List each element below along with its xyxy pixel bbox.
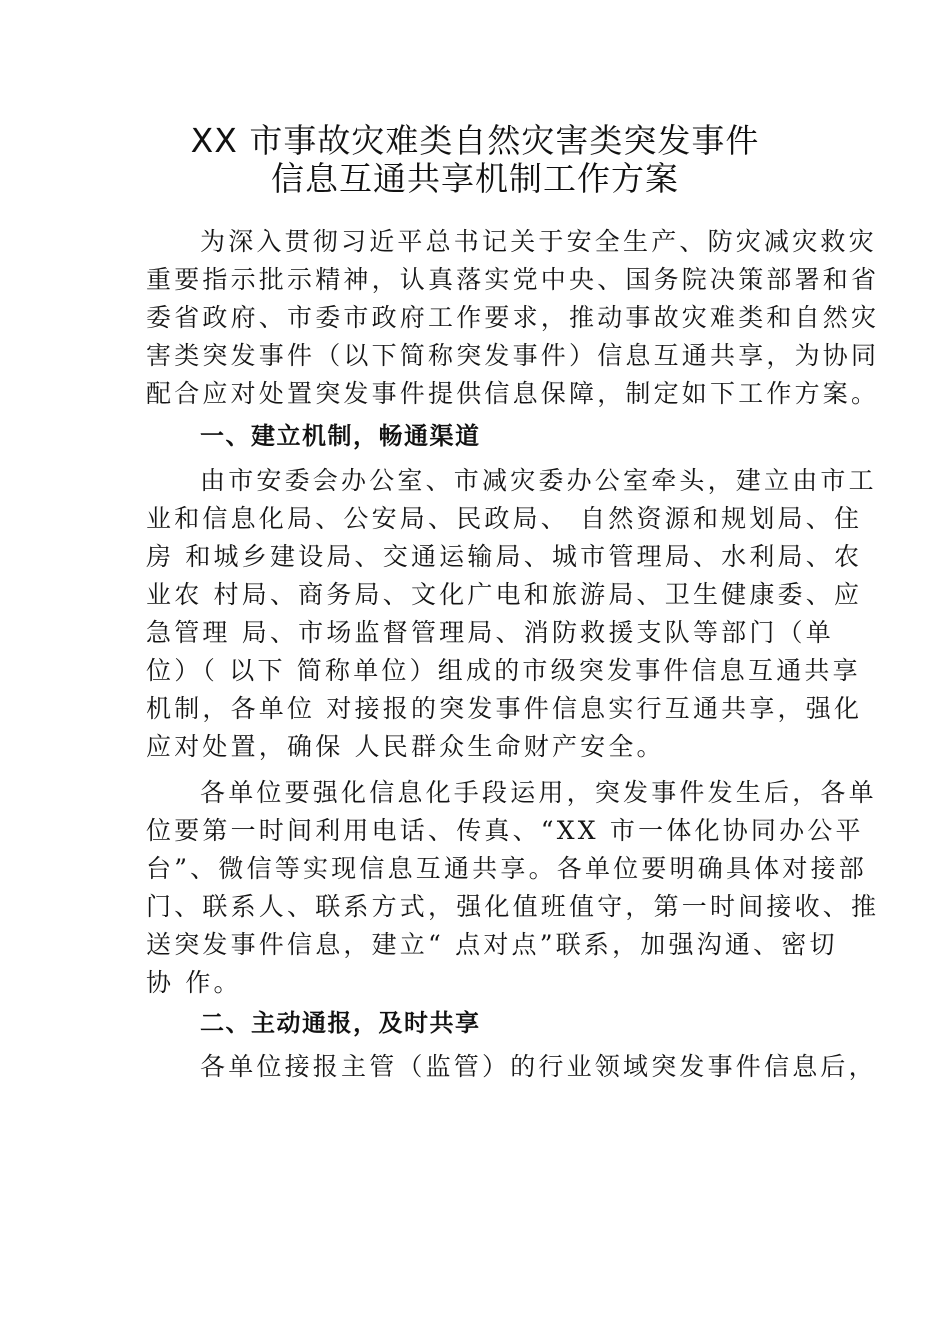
paragraph-line: 各单位接报主管（监管）的行业领域突发事件信息后， xyxy=(200,1052,877,1081)
paragraph-line: 为深入贯彻习近平总书记关于安全生产、防灾减灾救灾 xyxy=(200,227,877,256)
paragraph-line: 门、联系人、联系方式，强化值班值守，第一时间接收、推 xyxy=(146,892,880,921)
section1-paragraph-2 xyxy=(146,774,880,1002)
document-title-line-2: 信息互通共享机制工作方案 xyxy=(271,159,679,198)
paragraph-line: 由市安委会办公室、市减灾委办公室牵头，建立由市工 xyxy=(200,466,877,495)
paragraph-line: 委省政府、市委市政府工作要求，推动事故灾难类和自然灾 xyxy=(146,303,880,332)
section-heading-1: 一、建立机制，畅通渠道 xyxy=(200,422,481,450)
paragraph-line: 位要第一时间利用电话、传真、“XX 市一体化协同办公平 xyxy=(146,816,864,845)
document-title-line-1: XX 市事故灾难类自然灾害类突发事件 xyxy=(190,121,760,160)
paragraph-line: 协 作。 xyxy=(146,968,242,997)
paragraph-line: 业农 村局、商务局、文化广电和旅游局、卫生健康委、应 xyxy=(146,580,863,609)
paragraph-line: 机制，各单位 对接报的突发事件信息实行互通共享，强化 xyxy=(146,694,863,723)
section1-paragraph-1 xyxy=(146,462,877,766)
paragraph-line: 送突发事件信息，建立“ 点对点”联系，加强沟通、密切 xyxy=(146,930,838,959)
section2-paragraph-1 xyxy=(146,1048,877,1086)
paragraph-line: 房 和城乡建设局、交通运输局、城市管理局、水利局、农 xyxy=(146,542,863,571)
paragraph-line: 位）（ 以下 简称单位）组成的市级突发事件信息互通共享 xyxy=(146,656,861,685)
paragraph-line: 业和信息化局、公安局、民政局、 自然资源和规划局、住 xyxy=(146,504,863,533)
intro-paragraph xyxy=(146,223,880,413)
paragraph-line: 应对处置，确保 人民群众生命财产安全。 xyxy=(146,732,665,761)
section-heading-2: 二、主动通报，及时共享 xyxy=(200,1009,481,1037)
paragraph-line: 配合应对处置突发事件提供信息保障，制定如下工作方案。 xyxy=(146,379,880,408)
paragraph-line: 各单位要强化信息化手段运用，突发事件发生后，各单 xyxy=(200,778,877,807)
paragraph-line: 害类突发事件（以下简称突发事件）信息互通共享，为协同 xyxy=(146,341,880,370)
paragraph-line: 重要指示批示精神，认真落实党中央、国务院决策部署和省 xyxy=(146,265,880,294)
paragraph-line: 急管理 局、市场监督管理局、消防救援支队等部门（单 xyxy=(146,618,834,647)
paragraph-line: 台”、微信等实现信息互通共享。各单位要明确具体对接部 xyxy=(146,854,867,883)
